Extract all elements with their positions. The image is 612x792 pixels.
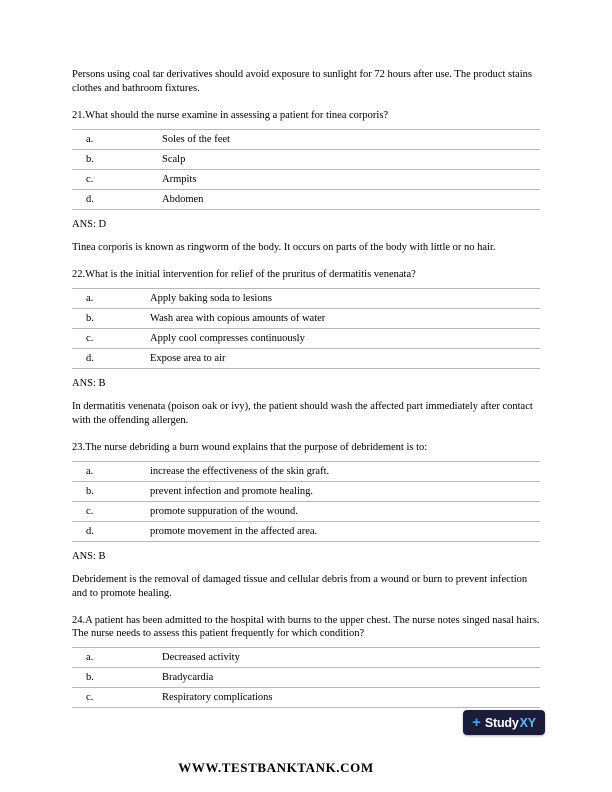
studyxy-watermark [463, 710, 545, 735]
option-label: c. [72, 501, 150, 521]
table-row[interactable] [72, 668, 540, 688]
table-row[interactable] [72, 348, 540, 368]
option-label: b. [72, 668, 162, 688]
intro-paragraph: Persons using coal tar derivatives should avoid exposure to sunlight for 72 hours after use. The product stains clothes and bathroom fixtures. [72, 69, 532, 94]
table-row[interactable] [72, 328, 540, 348]
question-prompt-21: 21.What should the nurse examine in assessing a patient for tinea corporis? [72, 109, 389, 121]
footer [0, 760, 612, 776]
option-text: increase the effectiveness of the skin graft. [150, 461, 540, 481]
options-table-22 [72, 288, 540, 369]
option-label: a. [72, 129, 162, 149]
options-table-24 [72, 647, 540, 708]
rationale-21: Tinea corporis is known as ringworm of the body. It occurs on parts of the body with little or no hair. [72, 241, 496, 253]
watermark-xy-text: XY [519, 715, 536, 730]
option-label: d. [72, 348, 150, 368]
option-text: promote suppuration of the wound. [150, 501, 540, 521]
option-text: Expose area to air [150, 348, 540, 368]
answer-key-21: ANS: D [72, 218, 107, 230]
option-text: prevent infection and promote healing. [150, 481, 540, 501]
table-row[interactable] [72, 688, 540, 708]
option-text: Armpits [162, 169, 540, 189]
option-label: d. [72, 189, 162, 209]
table-row[interactable] [72, 149, 540, 169]
option-text: Apply baking soda to lesions [150, 288, 540, 308]
option-label: d. [72, 521, 150, 541]
option-label: b. [72, 149, 162, 169]
table-row[interactable] [72, 521, 540, 541]
option-text: Apply cool compresses continuously [150, 328, 540, 348]
option-label: a. [72, 461, 150, 481]
question-prompt-24: 24.A patient has been admitted to the hospital with burns to the upper chest. The nurse notes singed nasal hairs. The nurse needs to assess this patient frequently for which condition? [72, 614, 540, 640]
option-text: Abdomen [162, 189, 540, 209]
option-label: c. [72, 169, 162, 189]
option-text: promote movement in the affected area. [150, 521, 540, 541]
option-text: Wash area with copious amounts of water [150, 308, 540, 328]
options-table-21 [72, 129, 540, 210]
table-row[interactable] [72, 288, 540, 308]
option-label: b. [72, 481, 150, 501]
option-text: Soles of the feet [162, 129, 540, 149]
plus-icon: + [472, 714, 481, 731]
answer-key-22: ANS: B [72, 377, 106, 389]
option-text: Decreased activity [162, 648, 540, 668]
table-row[interactable] [72, 129, 540, 149]
rationale-22: In dermatitis venenata (poison oak or ivy), the patient should wash the affected part immediately after contact with the offending allergen. [72, 400, 533, 426]
option-text: Bradycardia [162, 668, 540, 688]
option-label: b. [72, 308, 150, 328]
option-label: c. [72, 328, 150, 348]
option-text: Respiratory complications [162, 688, 540, 708]
option-text: Scalp [162, 149, 540, 169]
table-row[interactable] [72, 189, 540, 209]
rationale-23: Debridement is the removal of damaged tissue and cellular debris from a wound or burn to prevent infection and to promote healing. [72, 573, 528, 599]
table-row[interactable] [72, 648, 540, 668]
watermark-study-text: Study [484, 715, 519, 730]
option-label: c. [72, 688, 162, 708]
question-prompt-22: 22.What is the initial intervention for relief of the pruritus of dermatitis venenata? [72, 268, 416, 280]
option-label: a. [72, 288, 150, 308]
document-content [72, 68, 540, 708]
question-prompt-23: 23.The nurse debriding a burn wound explains that the purpose of debridement is to: [72, 441, 428, 453]
option-label: a. [72, 648, 162, 668]
table-row[interactable] [72, 481, 540, 501]
table-row[interactable] [72, 308, 540, 328]
table-row[interactable] [72, 501, 540, 521]
table-row[interactable] [72, 461, 540, 481]
options-table-23 [72, 461, 540, 542]
table-row[interactable] [72, 169, 540, 189]
answer-key-23: ANS: B [72, 550, 106, 562]
footer-url: WWW.TESTBANKTANK.COM [178, 760, 374, 775]
